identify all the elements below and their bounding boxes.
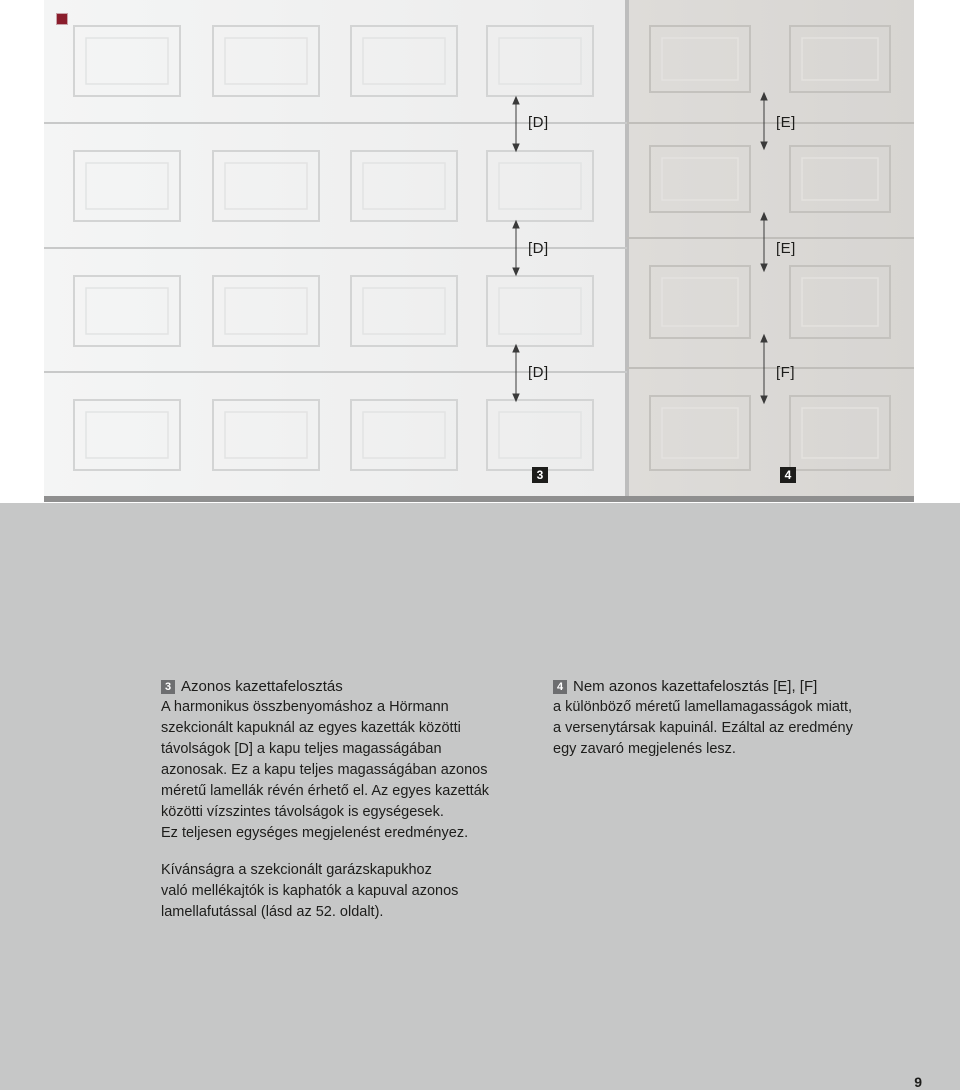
section-3-line: Ez teljesen egységes megjelenést eredményez. [161,825,469,841]
section-3-line: A harmonikus összbenyomáshoz a Hörmann [161,699,449,715]
section-3-line: közötti vízszintes távolságok is egységesek. [161,804,444,820]
section-4-title: Nem azonos kazettafelosztás [E], [F] [573,678,818,695]
section-3-line: szekcionált kapuknál az egyes kazetták közötti [161,720,461,736]
note-block [161,860,541,923]
label-d-3: [D] [528,364,549,381]
label-f: [F] [776,364,795,381]
label-e-2: [E] [776,240,796,257]
section-4-line: a versenytársak kapuinál. Ezáltal az eredmény [553,720,853,736]
section-3-number: 3 [161,680,175,694]
label-d-2: [D] [528,240,549,257]
section-4-line: egy zavaró megjelenés lesz. [553,741,736,757]
note-line: Kívánságra a szekcionált garázskapukhoz [161,862,432,878]
section-3-title: Azonos kazettafelosztás [181,678,343,695]
section-3-heading [161,676,541,697]
section-3-line: távolságok [D] a kapu teljes magasságában [161,741,442,757]
section-4-line: a különböző méretű lamellamagasságok miatt, [553,699,853,715]
section-4-number: 4 [553,680,567,694]
page-number: 9 [914,1074,922,1090]
section-4-block [553,676,913,760]
section-4-heading [553,676,913,697]
note-line: lamellafutással (lásd az 52. oldalt). [161,904,384,920]
figure-number-3: 3 [532,467,548,483]
figure-number-4: 4 [780,467,796,483]
section-3-line: méretű lamellák révén érhető el. Az egyes kazetták [161,783,490,799]
section-3-block [161,676,541,844]
note-line: való mellékajtók is kaphatók a kapuval azonos [161,883,459,899]
hormann-logo-icon [56,13,68,25]
label-d-1: [D] [528,114,549,131]
label-e-1: [E] [776,114,796,131]
section-3-line: azonosak. Ez a kapu teljes magasságában azonos [161,762,488,778]
door-panels-illustration [0,0,960,503]
garage-door-comparison-photo [0,0,960,503]
